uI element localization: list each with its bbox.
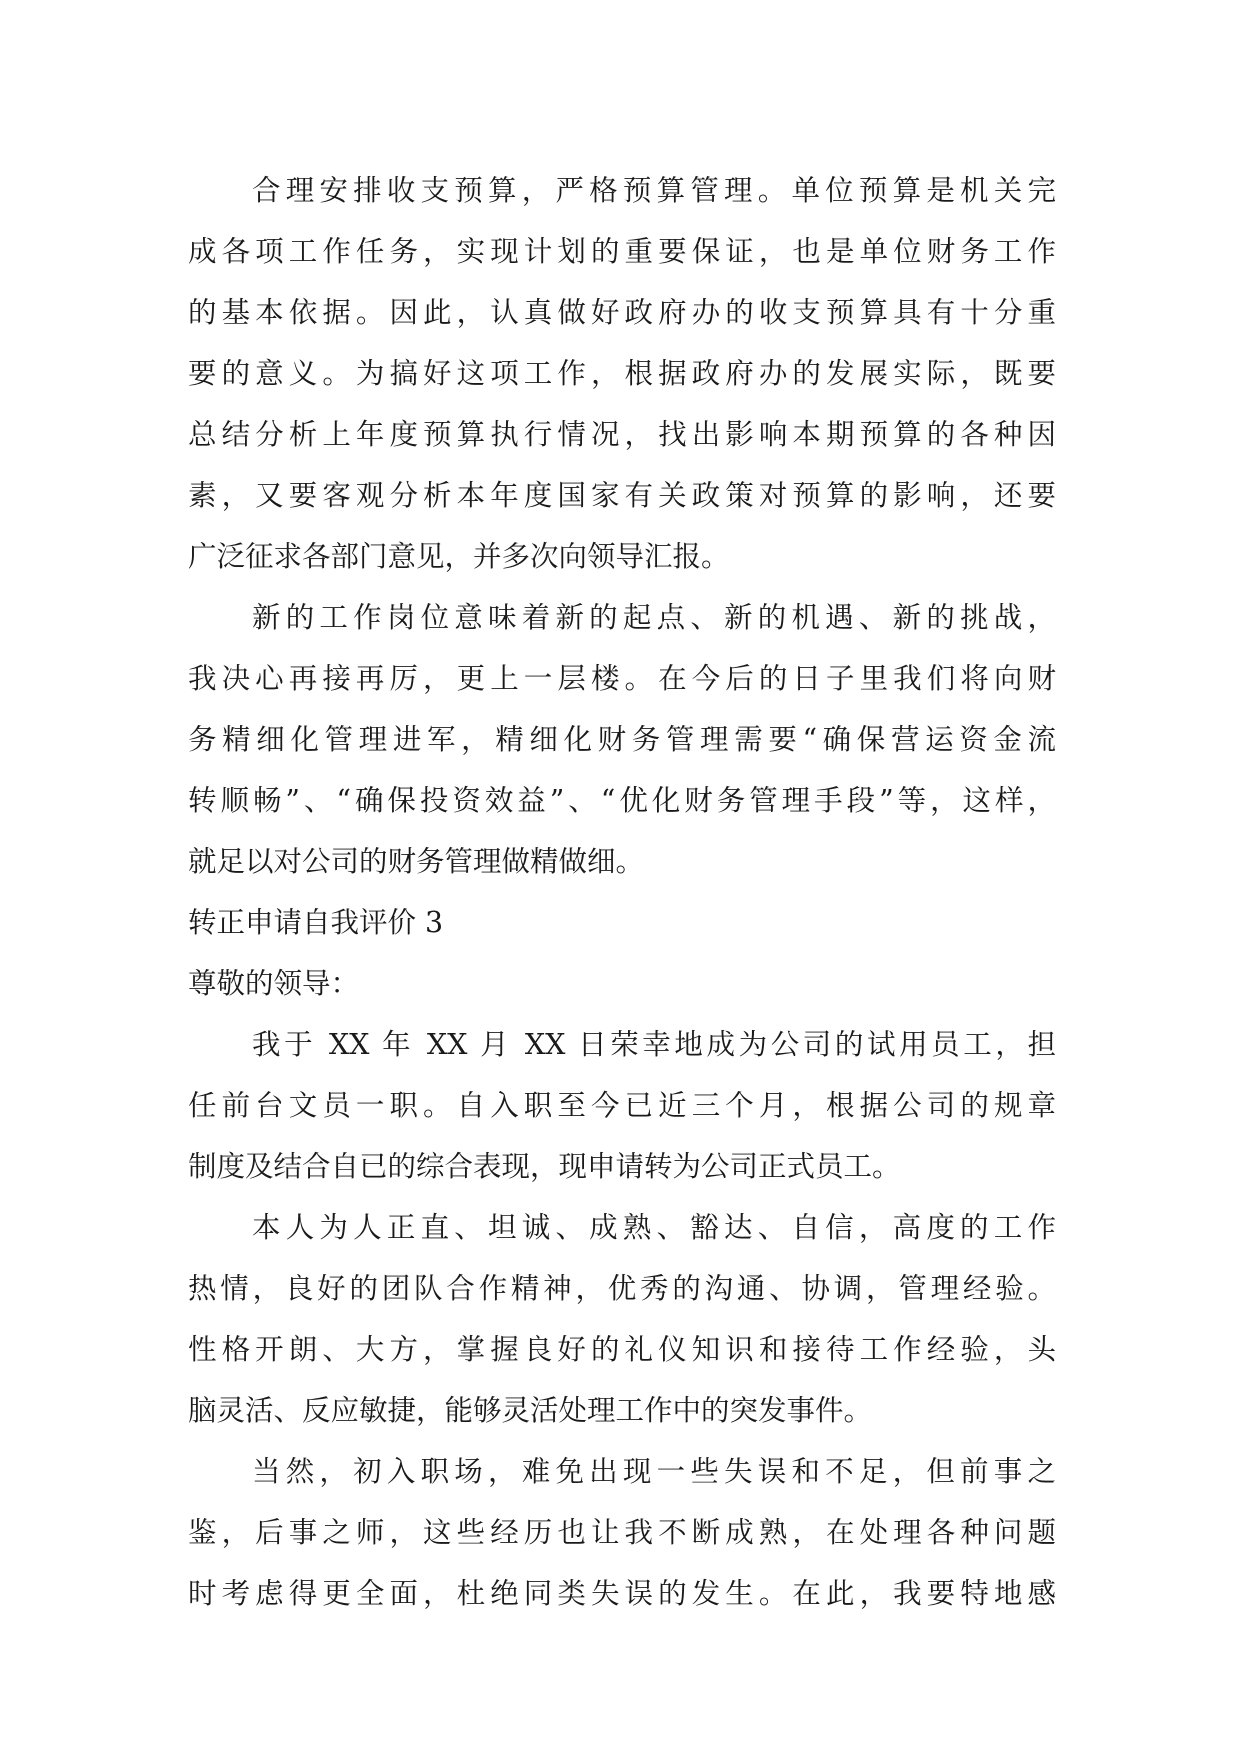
- document-page: [188, 160, 1056, 1624]
- paragraph-line: 本人为人正直、坦诚、成熟、豁达、自信，高度的工作: [252, 1211, 1056, 1244]
- paragraph-line: 脑灵活、反应敏捷，能够灵活处理工作中的突发事件。: [188, 1394, 873, 1427]
- paragraph-line: 要的意义。为搞好这项工作，根据政府办的发展实际，既要: [188, 357, 1056, 390]
- paragraph-line: 合理安排收支预算，严格预算管理。单位预算是机关完: [252, 174, 1056, 207]
- paragraph-line: 鉴，后事之师，这些经历也让我不断成熟，在处理各种问题: [188, 1516, 1056, 1549]
- paragraph-line: 素，又要客观分析本年度国家有关政策对预算的影响，还要: [188, 479, 1056, 512]
- paragraph-line: 热情，良好的团队合作精神，优秀的沟通、协调，管理经验。: [188, 1272, 1056, 1305]
- paragraph-line: 任前台文员一职。自入职至今已近三个月，根据公司的规章: [188, 1089, 1056, 1122]
- paragraph-line: 总结分析上年度预算执行情况，找出影响本期预算的各种因: [188, 418, 1056, 451]
- paragraph-line: 广泛征求各部门意见，并多次向领导汇报。: [188, 540, 730, 573]
- paragraph-line: 的基本依据。因此，认真做好政府办的收支预算具有十分重: [188, 296, 1056, 329]
- paragraph-line: 制度及结合自已的综合表现，现申请转为公司正式员工。: [188, 1150, 901, 1183]
- paragraph-line: 务精细化管理进军，精细化财务管理需要“确保营运资金流: [188, 723, 1056, 756]
- paragraph-line: 转顺畅”、“确保投资效益”、“优化财务管理手段”等，这样，: [188, 784, 1056, 817]
- salutation: 尊敬的领导：: [188, 967, 360, 1000]
- section-heading: 转正申请自我评价 3: [188, 906, 444, 939]
- paragraph-line: 时考虑得更全面，杜绝同类失误的发生。在此，我要特地感: [188, 1577, 1056, 1610]
- paragraph-line: 我决心再接再厉，更上一层楼。在今后的日子里我们将向财: [188, 662, 1056, 695]
- paragraph-line: 性格开朗、大方，掌握良好的礼仪知识和接待工作经验，头: [188, 1333, 1056, 1366]
- paragraph-line: 新的工作岗位意味着新的起点、新的机遇、新的挑战，: [252, 601, 1056, 634]
- paragraph-line: 当然，初入职场，难免出现一些失误和不足，但前事之: [252, 1455, 1056, 1488]
- paragraph-line: 就足以对公司的财务管理做精做细。: [188, 845, 645, 878]
- paragraph-line: 成各项工作任务，实现计划的重要保证，也是单位财务工作: [188, 235, 1056, 268]
- paragraph-line: 我于 XX 年 XX 月 XX 日荣幸地成为公司的试用员工，担: [252, 1028, 1056, 1061]
